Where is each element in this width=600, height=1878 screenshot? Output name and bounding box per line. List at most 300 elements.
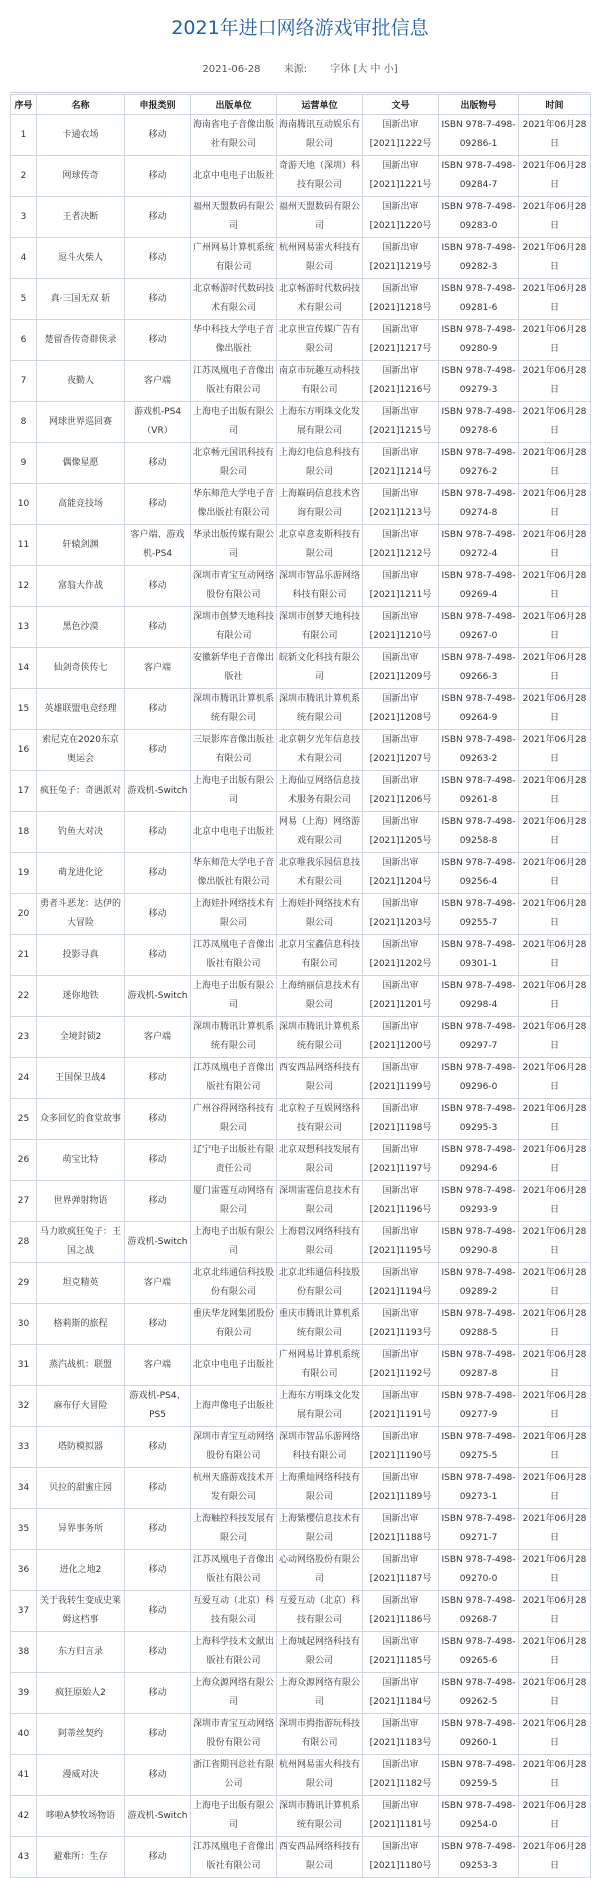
cell-isbn: ISBN 978-7-498-09262-5 — [439, 1673, 519, 1714]
cell-name: 仙剑奇侠传七 — [37, 648, 125, 689]
cell-isbn: ISBN 978-7-498-09274-8 — [439, 484, 519, 525]
cell-name: 网球传奇 — [37, 156, 125, 197]
cell-operator: 互爱互动（北京）科技有限公司 — [277, 1591, 363, 1632]
cell-name: 夜勤人 — [37, 361, 125, 402]
table-row — [11, 1632, 591, 1673]
cell-date: 2021年06月28日 — [519, 1755, 591, 1796]
cell-category: 游戏机-Switch — [125, 1222, 191, 1263]
cell-category: 移动 — [125, 1181, 191, 1222]
table-row — [11, 1468, 591, 1509]
cell-publisher: 深圳市腾讯计算机系统有限公司 — [191, 1017, 277, 1058]
cell-date: 2021年06月28日 — [519, 566, 591, 607]
cell-operator: 上海东方明珠文化发展有限公司 — [277, 402, 363, 443]
cell-category: 移动 — [125, 1468, 191, 1509]
cell-category: 移动 — [125, 1058, 191, 1099]
cell-isbn: ISBN 978-7-498-09298-4 — [439, 976, 519, 1017]
table-row — [11, 156, 591, 197]
table-row — [11, 197, 591, 238]
cell-index: 15 — [11, 689, 37, 730]
cell-isbn: ISBN 978-7-498-09295-3 — [439, 1099, 519, 1140]
cell-approval-number: 国新出审[2021]1207号 — [363, 730, 439, 771]
cell-approval-number: 国新出审[2021]1209号 — [363, 648, 439, 689]
cell-operator: 上海碧汉网络科技有限公司 — [277, 1222, 363, 1263]
table-row — [11, 279, 591, 320]
cell-name: 富翁大作战 — [37, 566, 125, 607]
cell-approval-number: 国新出审[2021]1214号 — [363, 443, 439, 484]
cell-publisher: 互爱互动（北京）科技有限公司 — [191, 1591, 277, 1632]
article-meta — [0, 60, 600, 80]
cell-index: 43 — [11, 1837, 37, 1878]
cell-operator: 广州网易计算机系统有限公司 — [277, 1345, 363, 1386]
cell-approval-number: 国新出审[2021]1212号 — [363, 525, 439, 566]
table-row — [11, 1140, 591, 1181]
cell-name: 马力欧疯狂兔子：王国之战 — [37, 1222, 125, 1263]
table-row — [11, 1222, 591, 1263]
cell-name: 勇者斗恶龙：达伊的大冒险 — [37, 894, 125, 935]
cell-approval-number: 国新出审[2021]1195号 — [363, 1222, 439, 1263]
cell-category: 移动 — [125, 1591, 191, 1632]
cell-publisher: 北京畅元国讯科技有限公司 — [191, 443, 277, 484]
cell-isbn: ISBN 978-7-498-09263-2 — [439, 730, 519, 771]
cell-date: 2021年06月28日 — [519, 197, 591, 238]
cell-name: 真·三国无双 斩 — [37, 279, 125, 320]
table-row — [11, 1837, 591, 1878]
table-row — [11, 894, 591, 935]
cell-publisher: 江苏凤凰电子音像出版社有限公司 — [191, 1837, 277, 1878]
cell-index: 31 — [11, 1345, 37, 1386]
table-row — [11, 238, 591, 279]
cell-publisher: 上海娃扑网络技术有限公司 — [191, 894, 277, 935]
table-row — [11, 607, 591, 648]
cell-operator: 上海众源网络有限公司 — [277, 1673, 363, 1714]
cell-name: 众多回忆的食堂故事 — [37, 1099, 125, 1140]
cell-approval-number: 国新出审[2021]1213号 — [363, 484, 439, 525]
cell-category: 移动 — [125, 1673, 191, 1714]
cell-approval-number: 国新出审[2021]1208号 — [363, 689, 439, 730]
cell-publisher: 安徽新华电子音像出版社 — [191, 648, 277, 689]
cell-name: 进化之地2 — [37, 1550, 125, 1591]
cell-operator: 杭州网易雷火科技有限公司 — [277, 1755, 363, 1796]
table-row — [11, 566, 591, 607]
cell-isbn: ISBN 978-7-498-09258-8 — [439, 812, 519, 853]
table-body — [11, 115, 591, 1878]
cell-publisher: 深圳市青宝互动网络股份有限公司 — [191, 1714, 277, 1755]
cell-operator: 深圳市智品乐游网络科技有限公司 — [277, 566, 363, 607]
cell-approval-number: 国新出审[2021]1210号 — [363, 607, 439, 648]
cell-name: 异界事务所 — [37, 1509, 125, 1550]
cell-category: 移动 — [125, 1837, 191, 1878]
cell-publisher: 上海电子出版有限公司 — [191, 1222, 277, 1263]
cell-approval-number: 国新出审[2021]1201号 — [363, 976, 439, 1017]
cell-index: 1 — [11, 115, 37, 156]
cell-index: 9 — [11, 443, 37, 484]
cell-category: 移动 — [125, 812, 191, 853]
cell-operator: 深圳市腾讯计算机系统有限公司 — [277, 1017, 363, 1058]
cell-category: 移动 — [125, 1714, 191, 1755]
cell-index: 28 — [11, 1222, 37, 1263]
cell-publisher: 杭州天盛游戏技术开发有限公司 — [191, 1468, 277, 1509]
cell-operator: 深圳市腾讯计算机系统有限公司 — [277, 689, 363, 730]
header-isbn: 出版物号 — [439, 95, 519, 115]
cell-date: 2021年06月28日 — [519, 935, 591, 976]
cell-index: 26 — [11, 1140, 37, 1181]
cell-index: 25 — [11, 1099, 37, 1140]
cell-publisher: 北京中电电子出版社 — [191, 1345, 277, 1386]
cell-publisher: 江苏凤凰电子音像出版社有限公司 — [191, 935, 277, 976]
cell-name: 关于我转生变成史莱姆这档事 — [37, 1591, 125, 1632]
cell-operator: 深圳市创梦天地科技有限公司 — [277, 607, 363, 648]
cell-index: 36 — [11, 1550, 37, 1591]
cell-isbn: ISBN 978-7-498-09266-3 — [439, 648, 519, 689]
cell-operator: 杭州网易雷火科技有限公司 — [277, 238, 363, 279]
cell-date: 2021年06月28日 — [519, 1386, 591, 1427]
cell-name: 萌宝比特 — [37, 1140, 125, 1181]
cell-approval-number: 国新出审[2021]1203号 — [363, 894, 439, 935]
cell-isbn: ISBN 978-7-498-09259-5 — [439, 1755, 519, 1796]
cell-category: 移动 — [125, 1632, 191, 1673]
cell-category: 客户端 — [125, 361, 191, 402]
cell-approval-number: 国新出审[2021]1202号 — [363, 935, 439, 976]
cell-date: 2021年06月28日 — [519, 1714, 591, 1755]
header-date: 时间 — [519, 95, 591, 115]
cell-date: 2021年06月28日 — [519, 1058, 591, 1099]
cell-publisher: 厦门雷霆互动网络有限公司 — [191, 1181, 277, 1222]
cell-operator: 西安西品网络科技有限公司 — [277, 1058, 363, 1099]
table-row — [11, 1017, 591, 1058]
cell-category: 移动 — [125, 1099, 191, 1140]
cell-approval-number: 国新出审[2021]1189号 — [363, 1468, 439, 1509]
table-row — [11, 1755, 591, 1796]
cell-category: 移动 — [125, 1755, 191, 1796]
cell-approval-number: 国新出审[2021]1221号 — [363, 156, 439, 197]
cell-operator: 深圳市拇指游玩科技有限公司 — [277, 1714, 363, 1755]
cell-isbn: ISBN 978-7-498-09278-6 — [439, 402, 519, 443]
cell-name: 漫威对决 — [37, 1755, 125, 1796]
cell-category: 移动 — [125, 853, 191, 894]
cell-approval-number: 国新出审[2021]1206号 — [363, 771, 439, 812]
cell-approval-number: 国新出审[2021]1183号 — [363, 1714, 439, 1755]
cell-index: 3 — [11, 197, 37, 238]
cell-isbn: ISBN 978-7-498-09253-3 — [439, 1837, 519, 1878]
cell-isbn: ISBN 978-7-498-09296-0 — [439, 1058, 519, 1099]
cell-date: 2021年06月28日 — [519, 238, 591, 279]
header-name: 名称 — [37, 95, 125, 115]
table-row — [11, 1591, 591, 1632]
cell-isbn: ISBN 978-7-498-09269-4 — [439, 566, 519, 607]
table-row — [11, 1714, 591, 1755]
table-row — [11, 1099, 591, 1140]
cell-approval-number: 国新出审[2021]1217号 — [363, 320, 439, 361]
table-row — [11, 1386, 591, 1427]
cell-date: 2021年06月28日 — [519, 1304, 591, 1345]
source-label: 来源: — [283, 64, 308, 75]
cell-publisher: 上海电子出版有限公司 — [191, 976, 277, 1017]
cell-approval-number: 国新出审[2021]1180号 — [363, 1837, 439, 1878]
table-row — [11, 443, 591, 484]
cell-operator: 福州天盟数码有限公司 — [277, 197, 363, 238]
cell-isbn: ISBN 978-7-498-09282-3 — [439, 238, 519, 279]
cell-date: 2021年06月28日 — [519, 1632, 591, 1673]
cell-category: 客户端 — [125, 648, 191, 689]
cell-publisher: 江苏凤凰电子音像出版社有限公司 — [191, 1550, 277, 1591]
cell-index: 23 — [11, 1017, 37, 1058]
cell-isbn: ISBN 978-7-498-09256-4 — [439, 853, 519, 894]
divider — [10, 92, 590, 93]
cell-approval-number: 国新出审[2021]1186号 — [363, 1591, 439, 1632]
cell-isbn: ISBN 978-7-498-09275-5 — [439, 1427, 519, 1468]
cell-category: 移动 — [125, 935, 191, 976]
cell-publisher: 华录出版传媒有限公司 — [191, 525, 277, 566]
cell-publisher: 海南省电子音像出版社有限公司 — [191, 115, 277, 156]
cell-isbn: ISBN 978-7-498-09289-2 — [439, 1263, 519, 1304]
cell-index: 38 — [11, 1632, 37, 1673]
cell-approval-number: 国新出审[2021]1181号 — [363, 1796, 439, 1837]
cell-date: 2021年06月28日 — [519, 1509, 591, 1550]
table-row — [11, 648, 591, 689]
cell-isbn: ISBN 978-7-498-09276-2 — [439, 443, 519, 484]
table-row — [11, 853, 591, 894]
cell-operator: 北京唯我乐园信息技术有限公司 — [277, 853, 363, 894]
cell-category: 移动 — [125, 689, 191, 730]
cell-name: 英雄联盟电竞经理 — [37, 689, 125, 730]
cell-operator: 上海娃扑网络技术有限公司 — [277, 894, 363, 935]
table-row — [11, 935, 591, 976]
cell-operator: 北京畅游时代数码技术有限公司 — [277, 279, 363, 320]
cell-index: 40 — [11, 1714, 37, 1755]
cell-name: 避难所：生存 — [37, 1837, 125, 1878]
cell-operator: 心动网络股份有限公司 — [277, 1550, 363, 1591]
cell-isbn: ISBN 978-7-498-09297-7 — [439, 1017, 519, 1058]
cell-name: 楚留香传奇群侠录 — [37, 320, 125, 361]
cell-name: 迷你地铁 — [37, 976, 125, 1017]
cell-index: 4 — [11, 238, 37, 279]
cell-approval-number: 国新出审[2021]1191号 — [363, 1386, 439, 1427]
cell-date: 2021年06月28日 — [519, 648, 591, 689]
cell-isbn: ISBN 978-7-498-09265-6 — [439, 1632, 519, 1673]
cell-operator: 重庆市腾讯计算机系统有限公司 — [277, 1304, 363, 1345]
cell-operator: 上海东方明珠文化发展有限公司 — [277, 1386, 363, 1427]
table-row — [11, 1263, 591, 1304]
cell-isbn: ISBN 978-7-498-09290-8 — [439, 1222, 519, 1263]
cell-date: 2021年06月28日 — [519, 607, 591, 648]
cell-name: 卡通农场 — [37, 115, 125, 156]
cell-publisher: 北京中电电子出版社 — [191, 812, 277, 853]
cell-approval-number: 国新出审[2021]1196号 — [363, 1181, 439, 1222]
cell-publisher: 福州天盟数码有限公司 — [191, 197, 277, 238]
cell-index: 34 — [11, 1468, 37, 1509]
cell-approval-number: 国新出审[2021]1218号 — [363, 279, 439, 320]
table-row — [11, 320, 591, 361]
cell-isbn: ISBN 978-7-498-09294-6 — [439, 1140, 519, 1181]
cell-approval-number: 国新出审[2021]1185号 — [363, 1632, 439, 1673]
cell-category: 移动 — [125, 320, 191, 361]
cell-approval-number: 国新出审[2021]1197号 — [363, 1140, 439, 1181]
cell-operator: 北京月宝鑫信息科技有限公司 — [277, 935, 363, 976]
cell-index: 39 — [11, 1673, 37, 1714]
font-size-medium-link[interactable]: 中 — [370, 64, 381, 75]
cell-category: 移动 — [125, 1509, 191, 1550]
cell-category: 移动 — [125, 238, 191, 279]
cell-isbn: ISBN 978-7-498-09283-0 — [439, 197, 519, 238]
cell-name: 疯狂兔子：奇遇派对 — [37, 771, 125, 812]
cell-index: 10 — [11, 484, 37, 525]
cell-index: 33 — [11, 1427, 37, 1468]
font-size-small-link[interactable]: 小] — [383, 64, 398, 75]
cell-publisher: 上海电子出版有限公司 — [191, 1796, 277, 1837]
cell-approval-number: 国新出审[2021]1193号 — [363, 1304, 439, 1345]
cell-category: 移动 — [125, 1304, 191, 1345]
cell-name: 萌龙进化论 — [37, 853, 125, 894]
cell-date: 2021年06月28日 — [519, 771, 591, 812]
table-row — [11, 402, 591, 443]
cell-index: 32 — [11, 1386, 37, 1427]
cell-publisher: 北京畅游时代数码技术有限公司 — [191, 279, 277, 320]
cell-publisher: 辽宁电子出版社有限责任公司 — [191, 1140, 277, 1181]
cell-operator: 上海紫樱信息技术有限公司 — [277, 1509, 363, 1550]
cell-operator: 北京粒子互娱网络科技有限公司 — [277, 1099, 363, 1140]
cell-operator: 南京市玩趣互动科技有限公司 — [277, 361, 363, 402]
table-header-row — [11, 95, 591, 115]
cell-isbn: ISBN 978-7-498-09260-1 — [439, 1714, 519, 1755]
cell-isbn: ISBN 978-7-498-09277-9 — [439, 1386, 519, 1427]
cell-date: 2021年06月28日 — [519, 1345, 591, 1386]
header-publisher: 出版单位 — [191, 95, 277, 115]
cell-operator: 皖新文化科技有限公司 — [277, 648, 363, 689]
cell-publisher: 北京北纬通信科技股份有限公司 — [191, 1263, 277, 1304]
cell-index: 37 — [11, 1591, 37, 1632]
cell-name: 东方归言录 — [37, 1632, 125, 1673]
cell-category: 游戏机-Switch — [125, 976, 191, 1017]
cell-date: 2021年06月28日 — [519, 1140, 591, 1181]
cell-date: 2021年06月28日 — [519, 320, 591, 361]
table-row — [11, 689, 591, 730]
cell-operator: 深圳市腾讯计算机系统有限公司 — [277, 1796, 363, 1837]
cell-index: 5 — [11, 279, 37, 320]
cell-category: 游戏机-Switch — [125, 1796, 191, 1837]
cell-name: 钓鱼大对决 — [37, 812, 125, 853]
cell-name: 偶像星愿 — [37, 443, 125, 484]
cell-approval-number: 国新出审[2021]1216号 — [363, 361, 439, 402]
font-size-control — [330, 64, 397, 75]
cell-date: 2021年06月28日 — [519, 1017, 591, 1058]
cell-category: 移动 — [125, 197, 191, 238]
cell-operator: 深圳雷霆信息技术有限公司 — [277, 1181, 363, 1222]
cell-isbn: ISBN 978-7-498-09281-6 — [439, 279, 519, 320]
cell-category: 移动 — [125, 730, 191, 771]
cell-isbn: ISBN 978-7-498-09286-1 — [439, 115, 519, 156]
table-row — [11, 1181, 591, 1222]
cell-name: 索尼克在2020东京奥运会 — [37, 730, 125, 771]
header-category: 申报类别 — [125, 95, 191, 115]
cell-index: 20 — [11, 894, 37, 935]
cell-index: 29 — [11, 1263, 37, 1304]
cell-date: 2021年06月28日 — [519, 689, 591, 730]
cell-name: 高能竞技场 — [37, 484, 125, 525]
cell-index: 21 — [11, 935, 37, 976]
cell-publisher: 华东师范大学电子音像出版社有限公司 — [191, 853, 277, 894]
page-title: 2021年进口网络游戏审批信息 — [171, 17, 429, 39]
cell-date: 2021年06月28日 — [519, 443, 591, 484]
cell-index: 16 — [11, 730, 37, 771]
cell-index: 17 — [11, 771, 37, 812]
cell-name: 黑色沙漠 — [37, 607, 125, 648]
cell-date: 2021年06月28日 — [519, 976, 591, 1017]
cell-date: 2021年06月28日 — [519, 1468, 591, 1509]
table-row — [11, 484, 591, 525]
cell-index: 24 — [11, 1058, 37, 1099]
cell-name: 麻布仔大冒险 — [37, 1386, 125, 1427]
table-row — [11, 1796, 591, 1837]
cell-date: 2021年06月28日 — [519, 525, 591, 566]
cell-name: 王国保卫战4 — [37, 1058, 125, 1099]
table-row — [11, 115, 591, 156]
cell-operator: 上海城起网络科技有限公司 — [277, 1632, 363, 1673]
cell-isbn: ISBN 978-7-498-09268-7 — [439, 1591, 519, 1632]
cell-operator: 奇游天地（深圳）科技有限公司 — [277, 156, 363, 197]
cell-operator: 上海幻电信息科技有限公司 — [277, 443, 363, 484]
cell-category: 移动 — [125, 115, 191, 156]
cell-date: 2021年06月28日 — [519, 1222, 591, 1263]
cell-name: 阿蒂丝契约 — [37, 1714, 125, 1755]
cell-category: 移动 — [125, 156, 191, 197]
cell-publisher: 上海众源网络有限公司 — [191, 1673, 277, 1714]
cell-approval-number: 国新出审[2021]1184号 — [363, 1673, 439, 1714]
cell-publisher: 深圳市创梦天地科技有限公司 — [191, 607, 277, 648]
cell-date: 2021年06月28日 — [519, 730, 591, 771]
cell-operator: 上海纳丽信息技术有限公司 — [277, 976, 363, 1017]
cell-isbn: ISBN 978-7-498-09279-3 — [439, 361, 519, 402]
cell-name: 蒸汽战机：联盟 — [37, 1345, 125, 1386]
cell-operator: 北京世宣传媒广告有限公司 — [277, 320, 363, 361]
cell-approval-number: 国新出审[2021]1190号 — [363, 1427, 439, 1468]
cell-index: 22 — [11, 976, 37, 1017]
cell-publisher: 上海电子出版有限公司 — [191, 771, 277, 812]
cell-operator: 上海巅码信息技术咨询有限公司 — [277, 484, 363, 525]
approval-table-container — [10, 94, 590, 1878]
cell-index: 35 — [11, 1509, 37, 1550]
cell-index: 7 — [11, 361, 37, 402]
cell-publisher: 江苏凤凰电子音像出版社有限公司 — [191, 361, 277, 402]
cell-publisher: 广州网易计算机系统有限公司 — [191, 238, 277, 279]
cell-date: 2021年06月28日 — [519, 1263, 591, 1304]
cell-approval-number: 国新出审[2021]1220号 — [363, 197, 439, 238]
cell-approval-number: 国新出审[2021]1200号 — [363, 1017, 439, 1058]
cell-isbn: ISBN 978-7-498-09288-5 — [439, 1304, 519, 1345]
cell-publisher: 深圳市青宝互动网络股份有限公司 — [191, 1427, 277, 1468]
cell-isbn: ISBN 978-7-498-09280-9 — [439, 320, 519, 361]
cell-date: 2021年06月28日 — [519, 1427, 591, 1468]
cell-approval-number: 国新出审[2021]1205号 — [363, 812, 439, 853]
cell-category: 客户端 — [125, 1345, 191, 1386]
table-row — [11, 361, 591, 402]
table-row — [11, 976, 591, 1017]
cell-date: 2021年06月28日 — [519, 484, 591, 525]
cell-index: 13 — [11, 607, 37, 648]
cell-name: 贝拉的甜蜜庄园 — [37, 1468, 125, 1509]
table-row — [11, 1345, 591, 1386]
cell-operator: 海南腾讯互动娱乐有限公司 — [277, 115, 363, 156]
cell-date: 2021年06月28日 — [519, 853, 591, 894]
table-row — [11, 771, 591, 812]
cell-index: 14 — [11, 648, 37, 689]
cell-date: 2021年06月28日 — [519, 1550, 591, 1591]
cell-name: 世界弹射物语 — [37, 1181, 125, 1222]
cell-isbn: ISBN 978-7-498-09264-9 — [439, 689, 519, 730]
font-size-large-link[interactable]: [大 — [353, 64, 368, 75]
cell-operator: 西安西品网络科技有限公司 — [277, 1837, 363, 1878]
cell-approval-number: 国新出审[2021]1188号 — [363, 1509, 439, 1550]
cell-approval-number: 国新出审[2021]1187号 — [363, 1550, 439, 1591]
